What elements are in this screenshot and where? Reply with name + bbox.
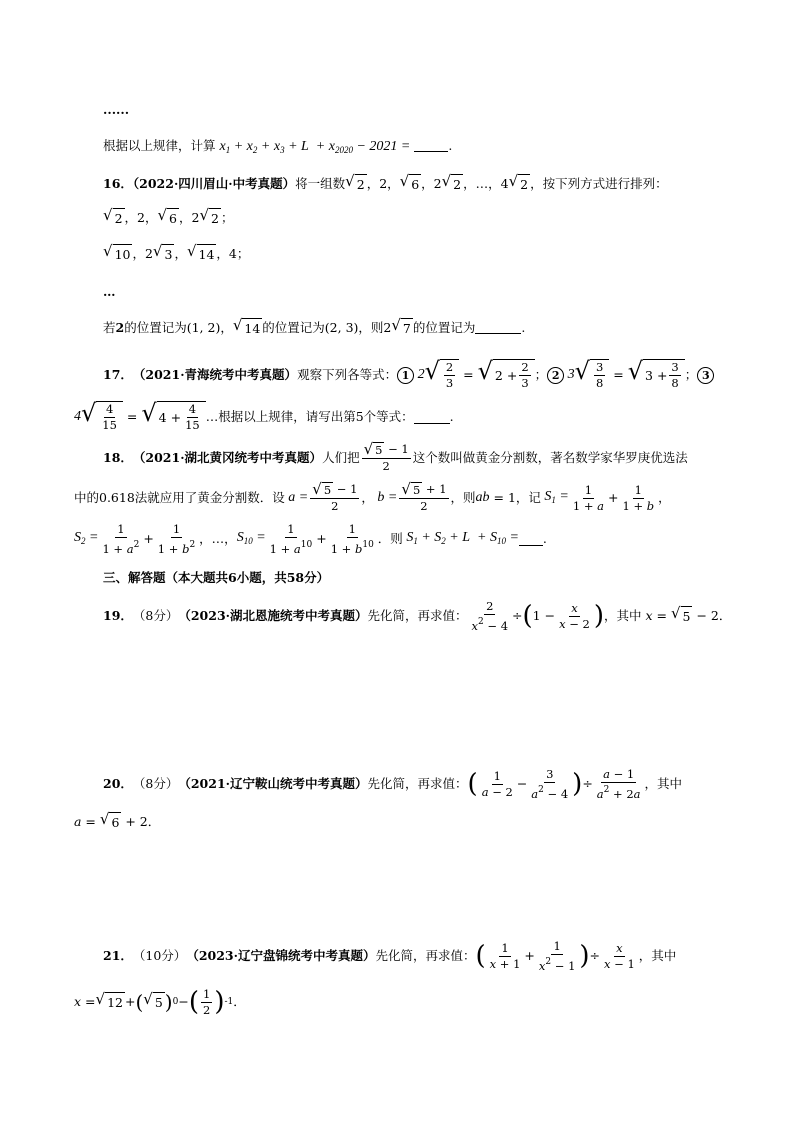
question-number: 18．	[103, 450, 133, 465]
q16-row3: …	[103, 284, 116, 299]
q20: 20． （8分） （2021·辽宁鞍山统考中考真题） 先化简，再求值： ( $\frac{1}{a - 2}$ − $\frac{3}{a^2 - 4}$ ) ÷ $\frac{a - 1}{a^2 + 2a}$ ，其中	[103, 766, 683, 801]
question-score: （8分）	[132, 608, 179, 623]
circle-number-3: 3	[697, 367, 714, 384]
q18-header: 18． （2021·湖北黄冈统考中考真题） 人们把 √ 5 − 1 2 这个数叫做黄金分割数，著名数学家华罗庚优选法	[103, 440, 688, 473]
question-number: 19．	[103, 608, 133, 623]
answer-blank[interactable]	[414, 139, 448, 152]
question-number: 16．	[103, 176, 133, 191]
question-number: 21．	[103, 948, 133, 963]
q17-header: 17． （2021·青海统考中考真题） 观察下列各等式： 1 2 √ $\frac{2}{3}$ = √ 2 + $\frac{2}{3}$ ； 2 3 √ $\frac{3}{8}$ = √ 3 + $\frac{3}{8}$ ； 3	[103, 360, 714, 390]
question-source: （2023·辽宁盘锦统考中考真题）	[186, 948, 376, 963]
question-source: （2023·湖北恩施统考中考真题）	[178, 608, 368, 623]
q18-line2: 中的0.618法就应用了黄金分割数．设 a = √ 5 − 1 2 ， b = √ 5 + 1 2 ，则 ab = 1，记 $S_1$ = $\frac{1}{1 + a}$ + $\frac{1}{1 + b}$ ，	[74, 480, 671, 513]
q19: 19． （8分） （2023·湖北恩施统考中考真题） 先化简，再求值： $\frac{2}{x^2 - 4}$ ÷ ( 1 − $\frac{x}{x - 2}$ ) ，其中 x = √ 5 − 2．	[103, 598, 732, 633]
q16-question: 若2的位置记为(1, 2)， √ 14 的位置记为(2, 3)，则2 √ 7 的位置记为 .	[103, 318, 525, 339]
q15-tail: 根据以上规律，计算 $x_1 + x_2 + x_3 + L + x_{2020} - 2021$ = .	[103, 138, 453, 155]
section-heading: 三、解答题（本大题共6小题，共58分）	[103, 570, 330, 585]
question-source: （2022·四川眉山·中考真题）	[132, 176, 296, 191]
q16-row1: √ 2 ，2， √ 6 ，2 √ 2 ；	[103, 208, 233, 229]
answer-blank[interactable]	[414, 411, 450, 424]
q15-expr: $x_1 + x_2 + x_3 + L + x_{2020} - 2021$ =	[219, 139, 411, 155]
answer-blank[interactable]	[475, 321, 521, 334]
question-score: （8分）	[132, 776, 179, 791]
q17-line2: 4 √ $\frac{4}{15}$ = √ 4 + $\frac{4}{15}$ …根据以上规律，请写出第5个等式： .	[74, 399, 454, 432]
q16-header	[103, 174, 668, 195]
question-number: 20．	[103, 776, 133, 791]
q20-line2: a = √ 6 + 2．	[74, 812, 160, 833]
q16-text: 将一组数 √ 2 ，2， √ 6 ，2 √ 2 ，…，4 √ 2 ，按下列方式进行排列：	[295, 176, 667, 191]
question-source: （2021·青海统考中考真题）	[132, 367, 298, 382]
q21-line2: x = √ 12 + ( √ 5 ) 0 − ( $\frac{1}{2}$ ) -1 ．	[74, 986, 246, 1017]
circle-number-2: 2	[547, 367, 564, 384]
q16-row2: √ 10 ，2 √ 3 ， √ 14 ，4；	[103, 244, 249, 265]
answer-blank[interactable]	[519, 533, 543, 546]
q15-text: 根据以上规律，计算	[103, 138, 216, 153]
question-source: （2021·湖北黄冈统考中考真题）	[132, 450, 323, 465]
q21: 21． （10分） （2023·辽宁盘锦统考中考真题） 先化简，再求值： ( $\frac{1}{x + 1}$ + $\frac{1}{x^2 - 1}$ ) ÷ $\frac{x}{x - 1}$ ，其中	[103, 938, 677, 973]
ellipsis-dots: ......	[103, 102, 130, 117]
question-score: （10分）	[132, 948, 187, 963]
question-source: （2021·辽宁鞍山统考中考真题）	[178, 776, 368, 791]
q18-line3: $S_2$ = $\frac{1}{1 + a^2}$ + $\frac{1}{1 + b^2}$ ，…， $S_{10}$ = $\frac{1}{1 + a^{10}}$ + $\frac{1}{1 + b^{10}}$ ．则 $S_1 + S_2 + L + S_{10}$ = .	[74, 521, 547, 556]
circle-number-1: 1	[397, 367, 414, 384]
question-number: 17．	[103, 367, 133, 382]
